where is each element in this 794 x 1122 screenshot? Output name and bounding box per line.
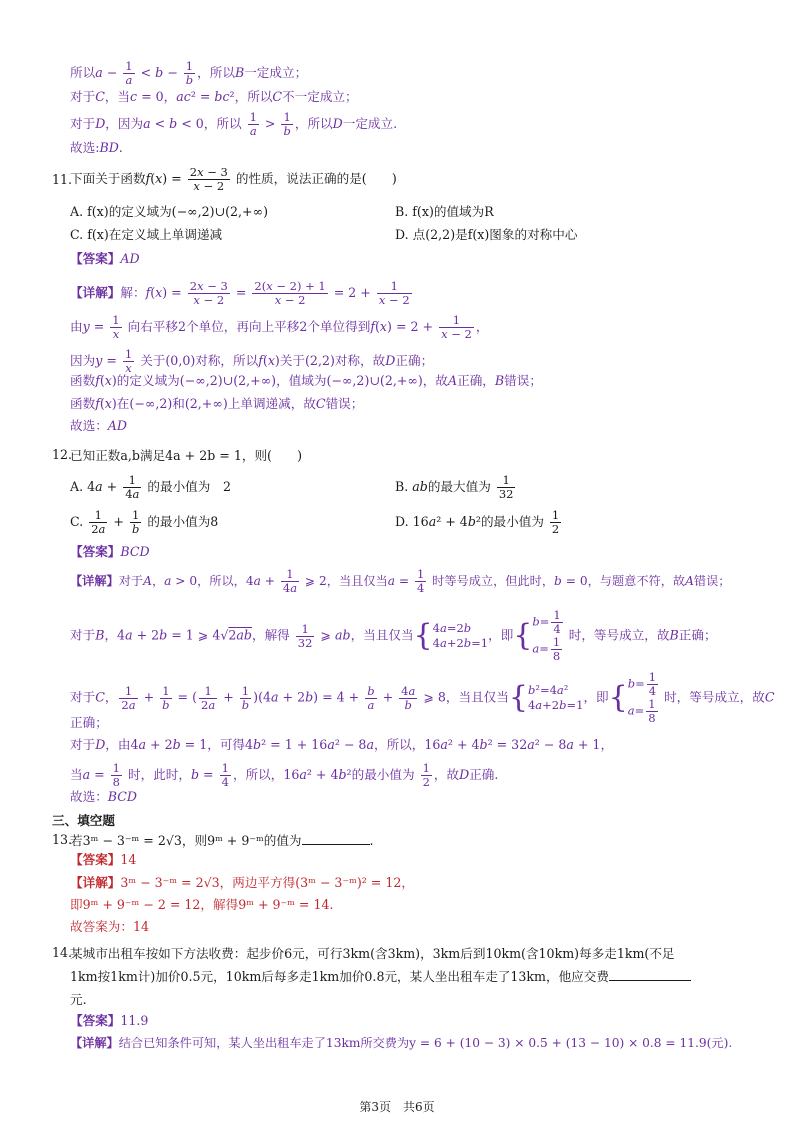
q13-detail-2: 即9ᵐ + 9⁻ᵐ − 2 = 12，解得9ᵐ + 9⁻ᵐ = 14.: [70, 897, 334, 912]
q11-detail-1: 【详解】解：f(x) = $\frac{2x - 3}{x - 2}$ = $\frac{2(x - 2) + 1}{x - 2}$ = 2 + $\frac{1}{x - 2}$: [70, 279, 410, 307]
prev-line-4: 故选:BD.: [70, 140, 123, 155]
q11-answer: 【答案】AD: [70, 251, 140, 266]
q14-detail: 【详解】结合已知条件可知，某人坐出租车走了13km所交费为y = 6 + (10 − 3) × 0.5 + (13 − 10) × 0.8 = 11.9(元).: [70, 1036, 733, 1050]
q13-answer: 【答案】14: [70, 852, 137, 867]
q12-option-d: D. 16a² + 4b²的最小值为 $\frac{1}{2}$: [395, 508, 560, 536]
q11-option-c: C. f(x)在定义域上单调递减: [70, 227, 223, 242]
page-footer: 第3页 共6页: [359, 1100, 435, 1114]
section-title: 三、填空题: [52, 813, 115, 828]
q11-detail-4: 函数f(x)的定义域为(−∞,2)∪(2,+∞)，值域为(−∞,2)∪(2,+∞)，故A正确，B错误；: [70, 373, 542, 388]
q12-detail-2: 对于B，4a + 2b = 1 ⩾ 4√2ab，解得 $\frac{1}{32}$ ⩾ ab，当且仅当{4a=2b 4a+2b=1，即{b= $\frac{1}{4}$ a= $\frac{1}{8}$ 时，等号成立，故B正确；: [70, 608, 717, 663]
prev-line-1: 所以a − $\frac{1}{a}$ < b − $\frac{1}{b}$ ，所以B一定成立；: [70, 59, 308, 87]
q12-detail-6: 当a = $\frac{1}{8}$ 时，此时，b = $\frac{1}{4}$ ，所以，16a² + 4b²的最小值为 $\frac{1}{2}$ ，故D正确.: [70, 761, 499, 789]
q13-detail-1: 【详解】3ᵐ − 3⁻ᵐ = 2√3，两边平方得(3ᵐ − 3⁻ᵐ)² = 12，: [70, 875, 414, 890]
q11-option-a: A. f(x)的定义域为(−∞,2)∪(2,+∞): [70, 204, 268, 219]
q12-number: 12.: [52, 447, 73, 462]
q12-detail-5: 对于D，由4a + 2b = 1，可得4b² = 1 + 16a² − 8a，所以，16a² + 4b² = 32a² − 8a + 1，: [70, 737, 614, 752]
q12-option-c: C. $\frac{1}{2a}$ + $\frac{1}{b}$ 的最小值为8: [70, 508, 219, 536]
prev-line-3: 对于D，因为a < b < 0，所以 $\frac{1}{a}$ > $\frac{1}{b}$ ，所以D一定成立.: [70, 110, 398, 138]
q12-stem: 已知正数a,b满足4a + 2b = 1，则( ): [70, 448, 303, 463]
q11-number: 11.: [52, 172, 73, 187]
q14-number: 14.: [52, 945, 73, 960]
q12-detail-3: 对于C， $\frac{1}{2a}$ + $\frac{1}{b}$ = ( $\frac{1}{2a}$ + $\frac{1}{b}$ )(4a + 2b) = 4 + $\frac{b}{a}$ + $\frac{4a}{b}$ ⩾ 8，当且仅当{b²=4a² 4a+2b=1，即{b= $\frac{1}{4}$ a= $\frac{1}{8}$ 时，等号成立，故C: [70, 670, 775, 725]
q12-detail-1: 【详解】对于A，a > 0，所以，4a + $\frac{1}{4a}$ ⩾ 2，当且仅当a = $\frac{1}{4}$ 时等号成立，但此时，b = 0，与题意不符，故A错误；: [70, 567, 731, 595]
q13-detail-3: 故答案为：14: [70, 919, 149, 934]
q11-detail-5: 函数f(x)在(−∞,2)和(2,+∞)上单调递减，故C错误；: [70, 396, 364, 411]
q12-detail-7: 故选：BCD: [70, 789, 138, 804]
q11-stem: 下面关于函数f(x) = $\frac{2x - 3}{x - 2}$ 的性质，说法正确的是( ): [70, 165, 397, 193]
q14-answer: 【答案】11.9: [70, 1013, 149, 1028]
q13-number: 13.: [52, 832, 73, 847]
q11-option-d: D. 点(2,2)是f(x)图象的对称中心: [395, 227, 578, 242]
q12-option-a: A. 4a + $\frac{1}{4a}$ 的最小值为 2: [70, 473, 231, 501]
q12-option-b: B. ab的最大值为 $\frac{1}{32}$: [395, 473, 514, 501]
q14-stem-3: 元.: [70, 992, 87, 1007]
q11-option-b: B. f(x)的值域为R: [395, 204, 494, 219]
q12-answer: 【答案】BCD: [70, 544, 150, 559]
q14-stem-2: 1km按1km计)加价0.5元，10km后每多走1km加价0.8元，某人坐出租车走了13km，他应交费: [70, 968, 691, 986]
prev-line-2: 对于C，当c = 0，ac² = bc²，所以C不一定成立；: [70, 89, 358, 104]
q13-stem: 若3ᵐ − 3⁻ᵐ = 2√3，则9ᵐ + 9⁻ᵐ的值为 .: [70, 833, 374, 848]
q12-detail-4: 正确；: [70, 715, 108, 730]
q11-detail-6: 故选：AD: [70, 418, 127, 433]
q14-stem-1: 某城市出租车按如下方法收费：起步价6元，可行3km(含3km)，3km后到10km(含10km)每多走1km(不足: [70, 946, 675, 961]
q11-detail-3: 因为y = $\frac{1}{x}$ 关于(0,0)对称，所以f(x)关于(2,2)对称，故D正确；: [70, 347, 434, 375]
q11-detail-2: 由y = $\frac{1}{x}$ 向右平移2个单位，再向上平移2个单位得到f(x) = 2 + $\frac{1}{x - 2}$ ，: [70, 313, 489, 341]
